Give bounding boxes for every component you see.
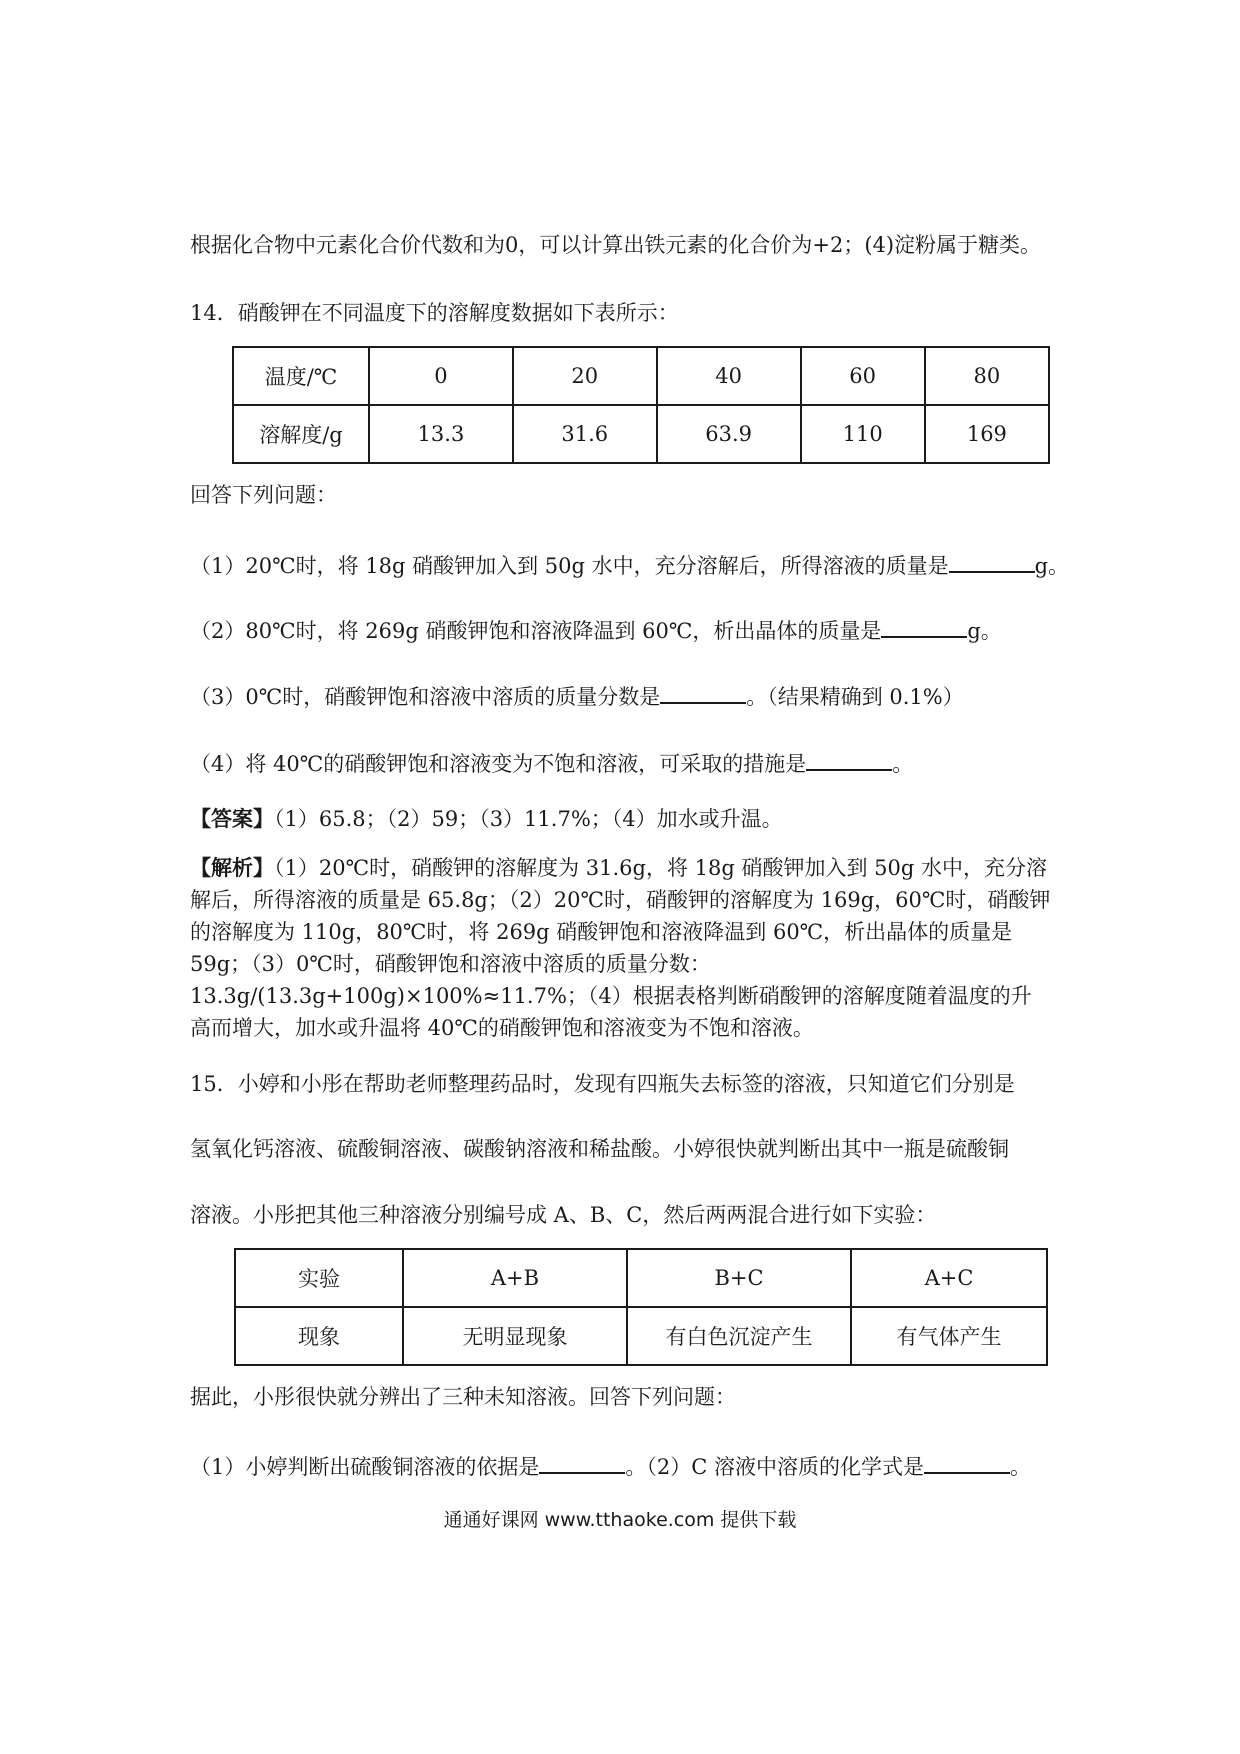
answer-blank[interactable]: [660, 678, 746, 704]
answer-blank[interactable]: [881, 612, 967, 638]
intro-line: 根据化合物中元素化合价代数和为0，可以计算出铁元素的化合价为+2；(4)淀粉属于糖类。: [190, 233, 1042, 257]
table-cell: 溶解度/g: [233, 405, 369, 463]
answer-text: （1）65.8；（2）59；（3）11.7%；（4）加水或升温。: [274, 807, 783, 831]
q14-prompt: 回答下列问题：: [190, 483, 337, 507]
question-text: g。: [967, 619, 1002, 643]
question-text: （2）80℃时，将 269g 硝酸钾饱和溶液降温到 60℃，析出晶体的质量是: [190, 619, 882, 643]
analysis-label: 【解析】: [190, 855, 274, 880]
table-cell: 现象: [235, 1307, 403, 1365]
table-cell: 0: [369, 347, 513, 405]
table-cell: A+B: [403, 1249, 627, 1307]
table-cell: 40: [657, 347, 801, 405]
answer-blank[interactable]: [806, 745, 892, 771]
q14-sub1: [190, 547, 1069, 581]
q14-sub3: [190, 678, 964, 712]
table-cell: 20: [513, 347, 657, 405]
question-text: 。（2）C 溶液中溶质的化学式是: [625, 1455, 924, 1479]
q15-sub: [190, 1448, 1031, 1482]
q15-prompt: 据此，小彤很快就分辨出了三种未知溶液。回答下列问题：: [190, 1385, 736, 1409]
question-text: g。: [1034, 554, 1070, 578]
table-row: [235, 1249, 1047, 1307]
table-cell: 110: [801, 405, 925, 463]
table-cell: 无明显现象: [403, 1307, 627, 1365]
table-cell: 有气体产生: [851, 1307, 1047, 1365]
analysis-text: （1）20℃时，硝酸钾的溶解度为 31.6g，将 18g 硝酸钾加入到 50g 水中，充分溶解后，所得溶液的质量是 65.8g；（2）20℃时，硝酸钾的溶解度为 169g，60℃时，硝酸钾的溶解度为 110g，80℃时，将 269g 硝酸钾饱和溶液降温到 60℃，析出晶体的质量是 59g；（3）0℃时，硝酸钾饱和溶液中溶质的质量分数：13.3g/(13.3g+100g)×100%≈11.7%；（4）根据表格判断硝酸钾的溶解度随着温度的升高而增大，加水或升温将 40℃的硝酸钾饱和溶液变为不饱和溶液。: [190, 856, 1051, 1040]
solubility-table: [232, 346, 1050, 464]
q14-sub4: [190, 745, 913, 779]
question-text: （3）0℃时，硝酸钾饱和溶液中溶质的质量分数是: [190, 685, 661, 709]
page-footer: 通通好课网 www.tthaoke.com 提供下载: [443, 1509, 797, 1531]
table-cell: 温度/℃: [233, 347, 369, 405]
question-text: （4）将 40℃的硝酸钾饱和溶液变为不饱和溶液，可采取的措施是: [190, 752, 807, 776]
q14-title: 14．硝酸钾在不同温度下的溶解度数据如下表所示：: [190, 301, 679, 325]
answer-blank[interactable]: [539, 1448, 625, 1474]
answer-blank[interactable]: [924, 1448, 1010, 1474]
experiment-table: [234, 1248, 1048, 1366]
answer-blank[interactable]: [949, 547, 1035, 573]
question-text: 。（结果精确到 0.1%）: [746, 685, 964, 709]
question-text: （1）小婷判断出硫酸铜溶液的依据是: [190, 1455, 540, 1479]
table-cell: 13.3: [369, 405, 513, 463]
table-cell: 80: [925, 347, 1049, 405]
q14-sub2: [190, 612, 1002, 646]
table-row: [233, 347, 1049, 405]
q15-line1: 15．小婷和小彤在帮助老师整理药品时，发现有四瓶失去标签的溶液，只知道它们分别是: [190, 1072, 1015, 1096]
question-text: 。: [1009, 1455, 1031, 1479]
q14-analysis: [190, 852, 1052, 1044]
q15-line3: 溶液。小彤把其他三种溶液分别编号成 A、B、C，然后两两混合进行如下实验：: [190, 1203, 937, 1227]
table-row: [233, 405, 1049, 463]
table-cell: A+C: [851, 1249, 1047, 1307]
table-row: [235, 1307, 1047, 1365]
table-cell: 实验: [235, 1249, 403, 1307]
table-cell: 60: [801, 347, 925, 405]
q14-answer: [190, 804, 783, 834]
table-cell: 31.6: [513, 405, 657, 463]
table-cell: 63.9: [657, 405, 801, 463]
question-text: （1）20℃时，将 18g 硝酸钾加入到 50g 水中，充分溶解后，所得溶液的质量是: [190, 554, 949, 578]
table-cell: 有白色沉淀产生: [627, 1307, 851, 1365]
table-cell: B+C: [627, 1249, 851, 1307]
question-text: 。: [892, 752, 914, 776]
answer-label: 【答案】: [190, 806, 274, 831]
table-cell: 169: [925, 405, 1049, 463]
q15-line2: 氢氧化钙溶液、硫酸铜溶液、碳酸钠溶液和稀盐酸。小婷很快就判断出其中一瓶是硫酸铜: [190, 1137, 1009, 1161]
